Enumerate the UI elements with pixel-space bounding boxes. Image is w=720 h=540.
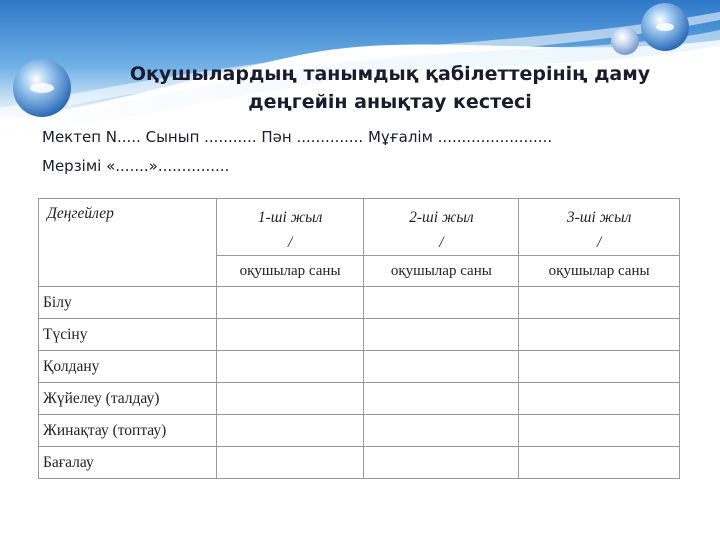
table-cell (519, 319, 680, 351)
year-label: 3-ші жыл (566, 209, 632, 226)
orb-small (611, 27, 639, 55)
table-row (39, 415, 680, 447)
column-header-year-3 (519, 199, 680, 256)
table-cell (364, 351, 519, 383)
table-cell (519, 447, 680, 479)
column-header-year-2 (364, 199, 519, 256)
table-cell (364, 447, 519, 479)
table-cell (216, 415, 364, 447)
table-cell (364, 319, 519, 351)
row-label: Қолдану (39, 351, 217, 383)
slash: / (596, 234, 602, 251)
subheader-student-count: оқушылар саны (216, 256, 364, 287)
table-cell (216, 383, 364, 415)
table-cell (364, 383, 519, 415)
table-cell (216, 351, 364, 383)
table-cell (519, 383, 680, 415)
title-line-2: деңгейін анықтау кестесі (248, 91, 532, 113)
table-header-row (39, 199, 680, 256)
subheader-student-count: оқушылар саны (364, 256, 519, 287)
table-row (39, 319, 680, 351)
title-line-1: Оқушылардың танымдық қабілеттерінің даму (129, 63, 651, 85)
year-label: 2-ші жыл (409, 209, 474, 226)
table-row (39, 351, 680, 383)
table-cell (519, 415, 680, 447)
table-cell (519, 351, 680, 383)
row-label: Жүйелеу (талдау) (39, 383, 217, 415)
table-cell (216, 319, 364, 351)
corner-header: Деңгейлер (39, 199, 217, 287)
row-label: Бағалау (39, 447, 217, 479)
table-cell (216, 287, 364, 319)
row-label: Жинақтау (топтау) (39, 415, 217, 447)
subheader-student-count: оқушылар саны (519, 256, 680, 287)
slash: / (287, 234, 293, 251)
assessment-table (38, 198, 680, 479)
year-label: 1-ші жыл (257, 209, 323, 226)
table-row (39, 447, 680, 479)
row-label: Білу (39, 287, 217, 319)
row-label: Түсіну (39, 319, 217, 351)
table-cell (364, 415, 519, 447)
slash: / (439, 234, 444, 251)
table-row (39, 287, 680, 319)
column-header-year-1 (216, 199, 364, 256)
table-cell (364, 287, 519, 319)
table-cell (216, 447, 364, 479)
table-row (39, 383, 680, 415)
date-line: Мерзімі «.......»............... (42, 157, 230, 175)
school-info-line: Мектеп N..... Сынып ........... Пән .............. Мұғалім ........................ (42, 128, 553, 146)
table-cell (519, 287, 680, 319)
page-title (60, 60, 720, 116)
